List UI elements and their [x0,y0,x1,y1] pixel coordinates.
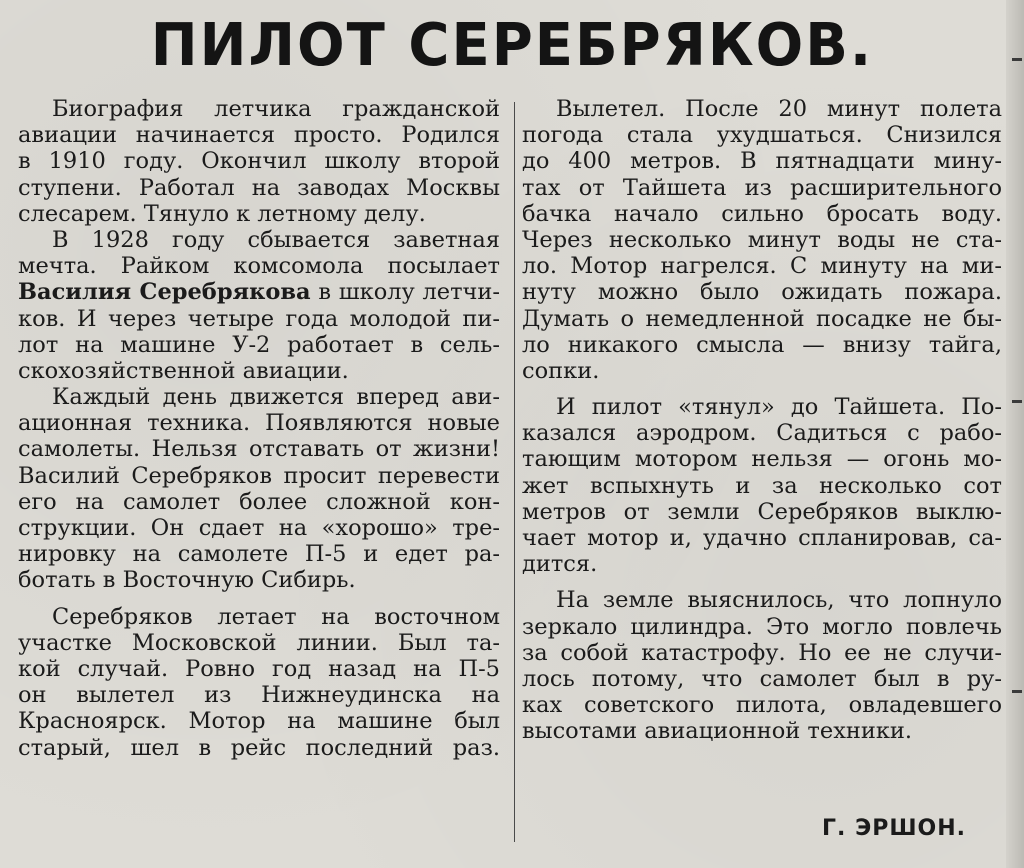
edge-mark [1012,690,1022,693]
text-line: ступени. Работал на заводах Москвы [18,174,500,201]
column-divider [514,102,515,842]
text-line: ботать в Восточную Сибирь. [18,567,356,594]
paragraph-6 [522,394,1002,577]
text-line: кой случай. Ровно год назад на П-5 [18,655,500,682]
text-fragment: в школу летчи- [318,279,500,306]
text-line: сопки. [522,357,600,384]
text-line: в 1910 году. Окончил школу второй [18,148,500,175]
text-line: ло. Мотор нагрелся. С минуту на ми- [522,253,1002,280]
text-line: зеркало цилиндра. Это могло повлечь [522,613,1002,640]
text-line: погода стала ухудшаться. Снизился [522,122,1002,149]
text-line: самолеты. Нельзя отставать от жизни! [18,436,500,463]
paragraph-2 [18,227,500,384]
text-line: участке Московской линии. Был та- [18,629,500,656]
author-signature: Г. ЭРШОН. [822,816,966,841]
text-line: На земле выяснилось, что лопнуло [556,587,1002,614]
paragraph-4 [18,604,500,761]
text-line: струкции. Он сдает на «хорошо» тре- [18,515,500,541]
text-line: лот на машине У-2 работает в сель- [18,331,500,358]
paragraph-gap [18,594,500,604]
right-column [522,96,1002,745]
text-line: он вылетел из Нижнеудинска на [18,682,500,709]
text-line: Думать о немедленной посадке не бы- [522,305,1002,332]
text-line: скохозяйственной авиации. [18,357,349,384]
text-line: слесарем. Тянуло к летному делу. [18,200,426,227]
text-line: авиации начинается просто. Родился [18,122,500,149]
text-line: жет вспыхнуть и за несколько сот [522,472,1002,499]
text-line: за собой катастрофу. Но ее не случи- [522,639,1002,666]
text-line: нировку на самолете П-5 и едет ра- [18,541,500,568]
text-line: высотами авиационной техники. [522,718,913,745]
paragraph-1 [18,96,500,227]
text-line: мечта. Райком комсомола посылает [18,253,500,280]
text-line: метров от земли Серебряков выклю- [522,498,1002,525]
paragraph-gap [522,384,1002,394]
text-line-with-name [18,279,500,305]
text-line: дится. [522,551,598,578]
text-line: В 1928 году сбывается заветная [52,226,500,253]
text-line: Серебряков летает на восточном [52,603,500,630]
text-line: Биография летчика гражданской [52,96,500,122]
pilot-name: Василия Серебрякова [18,279,311,306]
text-line: бачка начало сильно бросать воду. [522,200,1002,227]
text-line: Василий Серебряков просит перевести [18,462,500,489]
text-line: тающим мотором нельзя — огонь мо- [522,446,1002,473]
paragraph-3 [18,384,500,594]
text-line: ло никакого смысла — внизу тайга, [522,331,1002,358]
left-column [18,96,500,761]
text-line: Каждый день движется вперед ави- [52,384,500,411]
text-line: чает мотор и, удачно спланировав, са- [522,525,1002,551]
text-line: ков. И через четыре года молодой пи- [18,305,500,332]
text-line: ках советского пилота, овладевшего [522,692,1002,719]
text-line: лось потому, что самолет был в ру- [522,665,1002,692]
text-line: нуту можно было ожидать пожара. [522,279,1002,306]
text-line: Вылетел. После 20 минут полета [556,96,1002,122]
text-line: тах от Тайшета из расширительного [522,174,1002,201]
article-headline: ПИЛОТ СЕРЕБРЯКОВ. [150,11,874,80]
page-edge [1006,0,1024,868]
text-line: Красноярск. Мотор на машине был [18,708,500,735]
paragraph-5 [522,96,1002,384]
paragraph-7 [522,587,1002,744]
text-line: казался аэродром. Садиться с рабо- [522,420,1002,447]
edge-mark [1012,400,1022,403]
text-line: ационная техника. Появляются новые [18,410,500,437]
text-line: его на самолет более сложной кон- [18,488,500,515]
paragraph-gap [522,577,1002,587]
text-line: старый, шел в рейс последний раз. [18,734,500,761]
text-line: И пилот «тянул» до Тайшета. По- [556,394,1002,421]
text-line: Через несколько минут воды не ста- [522,226,1002,253]
text-line: до 400 метров. В пятнадцати мину- [522,148,1002,175]
